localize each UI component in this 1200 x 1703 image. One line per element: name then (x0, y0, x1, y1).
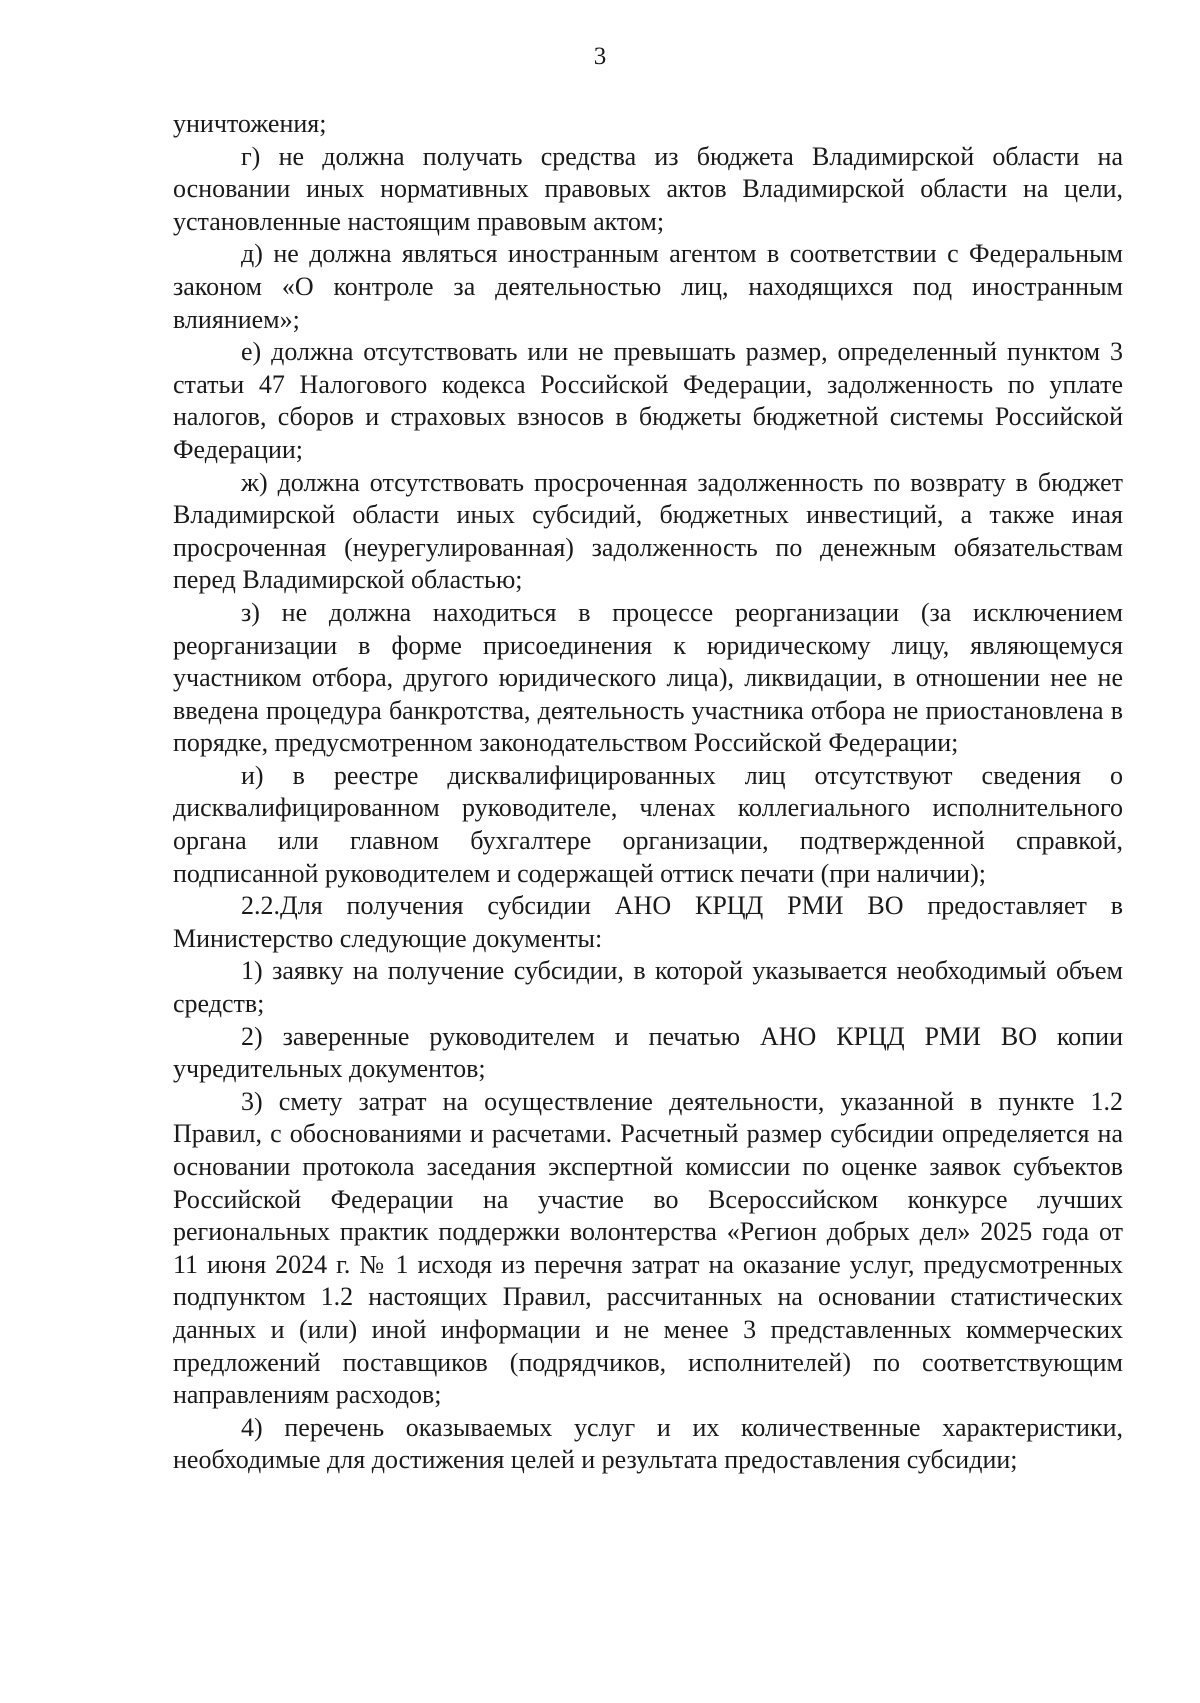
page-number: 3 (593, 43, 607, 70)
document-body (173, 108, 1123, 1477)
paragraph-continuation: уничтожения; (173, 109, 327, 138)
paragraph-item-1: 1) заявку на получение субсидии, в которой указывается необходимый объем средств; (173, 956, 1123, 1019)
paragraph-item-2: 2) заверенные руководителем и печатью АНО КРЦД РМИ ВО копии учредительных документов; (173, 1021, 1123, 1084)
paragraph-item-g: г) не должна получать средства из бюджета Владимирской области на основании иных нормативных правовых актов Владимирской области на цели, установленные настоящим правовым актом; (173, 141, 1123, 236)
paragraph-section-2-2: 2.2.Для получения субсидии АНО КРЦД РМИ ВО предоставляет в Министерство следующие документы: (173, 891, 1123, 953)
paragraph-item-e: е) должна отсутствовать или не превышать размер, определенный пунктом 3 статьи 47 Налогового кодекса Российской Федерации, задолженность по уплате налогов, сборов и страховых взносов в бюджеты бюджетной системы Российской Федерации; (173, 337, 1123, 464)
paragraph-item-i: и) в реестре дисквалифицированных лиц отсутствуют сведения о дисквалифицированном руководителе, членах коллегиального исполнительного органа или главном бухгалтере организации, подтвержденной справкой, подписанной руководителем и содержащей оттиск печати (при наличии); (173, 760, 1123, 888)
paragraph-item-d: д) не должна являться иностранным агентом в соответствии с Федеральным законом «О контроле за деятельностью лиц, находящихся под иностранным влиянием»; (173, 239, 1123, 334)
paragraph-item-zh: ж) должна отсутствовать просроченная задолженность по возврату в бюджет Владимирской области иных субсидий, бюджетных инвестиций, а также иная просроченная (неурегулированная) задолженность по денежным обязательствам перед Владимирской областью; (173, 467, 1123, 595)
paragraph-item-3: 3) смету затрат на осуществление деятельности, указанной в пункте 1.2 Правил, с обоснованиями и расчетами. Расчетный размер субсидии определяется на основании протокола заседания экспертной комиссии по оценке заявок субъектов Российской Федерации на участие во Всероссийском конкурсе лучших региональных практик поддержки волонтерства «Регион добрых дел» 2025 года от 11 июня 2024 г. № 1 исходя из перечня затрат на оказание услуг, предусмотренных подпунктом 1.2 настоящих Правил, рассчитанных на основании статистических данных и (или) иной информации и не менее 3 представленных коммерческих предложений поставщиков (подрядчиков, исполнителей) по соответствующим направлениям расходов; (173, 1086, 1123, 1410)
paragraph-item-4: 4) перечень оказываемых услуг и их количественные характеристики, необходимые для достижения целей и результата предоставления субсидии; (173, 1412, 1123, 1475)
paragraph-item-z: з) не должна находиться в процессе реорганизации (за исключением реорганизации в форме присоединения к юридическому лицу, являющемуся участником отбора, другого юридического лица), ликвидации, в отношении нее не введена процедура банкротства, деятельность участника отбора не приостановлена в порядке, предусмотренном законодательством Российской Федерации; (173, 597, 1123, 758)
